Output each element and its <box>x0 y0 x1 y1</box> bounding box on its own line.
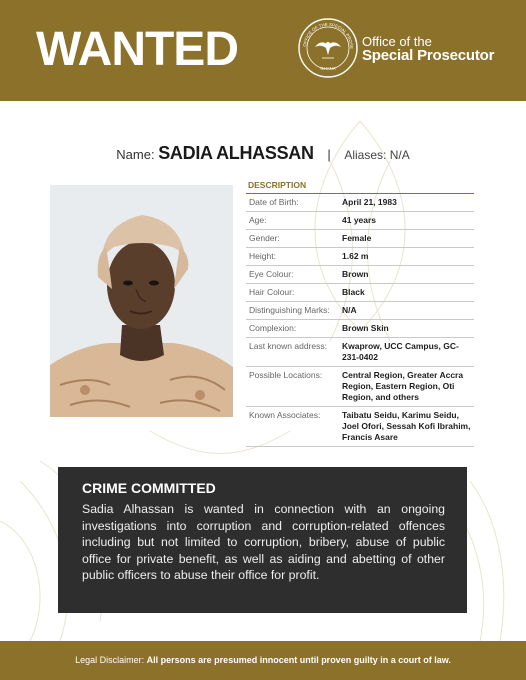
office-line1: Office of the <box>362 34 432 49</box>
table-row <box>246 284 474 302</box>
office-line2: Special Prosecutor <box>362 47 495 64</box>
seal-country: GHANA <box>320 66 336 71</box>
table-row <box>246 212 474 230</box>
disclaimer-label: Legal Disclaimer: <box>75 655 145 665</box>
footer-disclaimer <box>0 641 526 680</box>
crime-committed-box <box>58 467 467 613</box>
table-row <box>246 194 474 212</box>
row-label: Age: <box>246 212 339 230</box>
table-row <box>246 248 474 266</box>
row-value: Brown <box>339 266 474 284</box>
row-value: April 21, 1983 <box>339 194 474 212</box>
description-heading: DESCRIPTION <box>248 180 307 190</box>
row-value: 1.62 m <box>339 248 474 266</box>
seal-text: OFFICE OF THE SPECIAL PROSE <box>302 21 355 49</box>
row-label: Eye Colour: <box>246 266 339 284</box>
row-value: Central Region, Greater Accra Region, Eastern Region, Oti Region, and others <box>339 367 474 407</box>
name-separator: | <box>327 147 331 162</box>
row-label: Possible Locations: <box>246 367 339 407</box>
row-label: Known Associates: <box>246 407 339 447</box>
row-value: Black <box>339 284 474 302</box>
disclaimer-text: All persons are presumed innocent until proven guilty in a court of law. <box>146 655 451 665</box>
table-row <box>246 266 474 284</box>
row-value: Taibatu Seidu, Karimu Seidu, Joel Ofori, Sessah Kofi Ibrahim, Francis Asare <box>339 407 474 447</box>
row-label: Gender: <box>246 230 339 248</box>
wanted-title: WANTED <box>36 23 238 76</box>
office-name <box>362 35 494 63</box>
aliases: Aliases: N/A <box>344 148 410 162</box>
row-label: Date of Birth: <box>246 194 339 212</box>
table-row <box>246 230 474 248</box>
seal-icon <box>297 17 359 79</box>
description-table <box>246 194 474 447</box>
table-row <box>246 367 474 407</box>
row-label: Distinguishing Marks: <box>246 302 339 320</box>
subject-name: SADIA ALHASSAN <box>158 143 314 163</box>
name-label: Name: <box>116 147 155 162</box>
header-bar <box>0 0 526 101</box>
row-value: Female <box>339 230 474 248</box>
row-label: Last known address: <box>246 338 339 367</box>
row-value: N/A <box>339 302 474 320</box>
crime-description: Sadia Alhassan is wanted in connection with an ongoing investigations into corruption and corruption-related offences including but not limited to corruption, bribery, abuse of public office for private benefit, as well as aiding and abetting of other public officers to abuse their office for profit. <box>82 502 445 582</box>
table-row <box>246 302 474 320</box>
portrait-image <box>50 185 233 417</box>
subject-name-row <box>0 143 526 164</box>
row-label: Complexion: <box>246 320 339 338</box>
subject-photo <box>50 185 233 417</box>
table-row <box>246 320 474 338</box>
row-value: 41 years <box>339 212 474 230</box>
row-label: Hair Colour: <box>246 284 339 302</box>
row-value: Kwaprow, UCC Campus, GC-231-0402 <box>339 338 474 367</box>
row-label: Height: <box>246 248 339 266</box>
table-row <box>246 338 474 367</box>
table-row <box>246 407 474 447</box>
row-value: Brown Skin <box>339 320 474 338</box>
crime-heading: CRIME COMMITTED <box>82 480 216 496</box>
